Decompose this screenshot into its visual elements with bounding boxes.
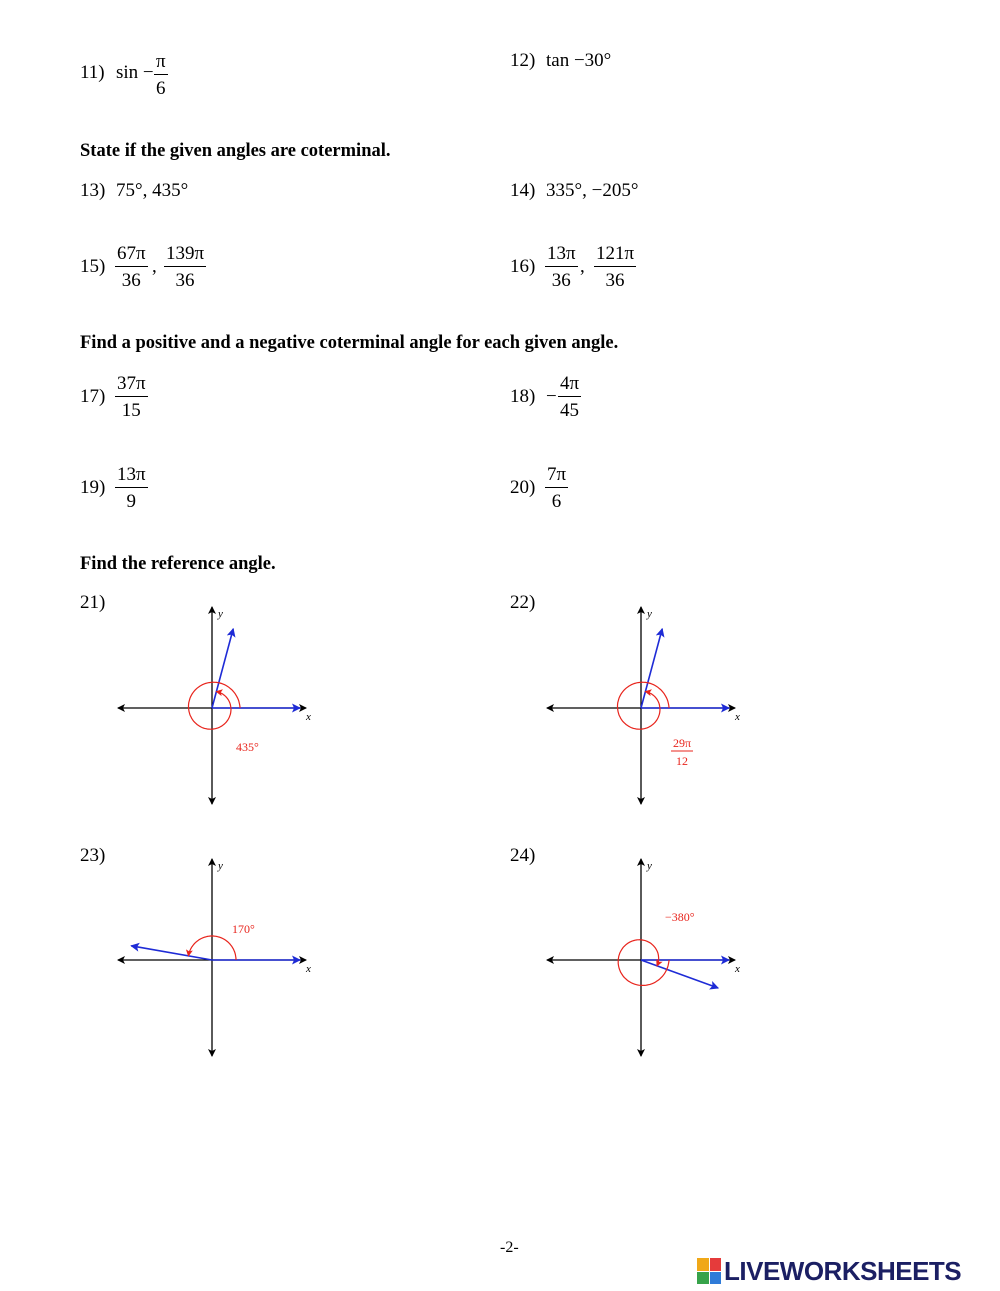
problem-17-label: 17) — [80, 386, 106, 407]
problem-15-b-denominator: 36 — [175, 270, 195, 291]
terminal-side-ray — [131, 946, 212, 960]
problem-16-b-denominator: 36 — [605, 270, 625, 291]
problem-20-denominator: 6 — [551, 491, 562, 512]
problem-18-prefix: − — [546, 386, 557, 407]
angle-label: −380° — [665, 910, 695, 924]
problem-24-graph — [539, 855, 749, 1065]
terminal-side-ray — [212, 629, 233, 708]
section-heading-reference-angle: Find the reference angle. — [80, 554, 276, 574]
problem-12-label: 12) — [510, 50, 536, 71]
logo-tile — [697, 1272, 709, 1285]
angle-label: 435° — [236, 740, 259, 754]
problem-15-fraction-b — [164, 244, 206, 290]
problem-11-label: 11) — [80, 62, 105, 83]
problem-12-text: tan −30° — [546, 50, 612, 71]
problem-15-a-denominator: 36 — [121, 270, 141, 291]
page-number: -2- — [500, 1239, 519, 1256]
problem-14-text: 335°, −205° — [546, 180, 639, 201]
problem-20-label: 20) — [510, 477, 536, 498]
problem-21-graph — [110, 603, 320, 813]
problem-15-b-numerator: 139π — [164, 244, 206, 267]
problem-15-a-numerator: 67π — [115, 244, 148, 267]
problem-15-label: 15) — [80, 256, 106, 277]
problem-21-label: 21) — [80, 592, 106, 613]
problem-22-label: 22) — [510, 592, 536, 613]
y-axis-label: y — [218, 860, 223, 872]
terminal-side-ray — [641, 629, 662, 708]
problem-16-a-denominator: 36 — [551, 270, 571, 291]
problem-11-prefix: sin − — [116, 62, 154, 83]
problem-15-fraction-a — [115, 244, 148, 290]
angle-label: 170° — [232, 922, 255, 936]
problem-16-fraction-b — [594, 244, 636, 290]
problem-19-fraction — [115, 465, 148, 511]
problem-11-denominator: 6 — [156, 78, 166, 99]
angle-arc — [618, 682, 670, 729]
problem-11-numerator: π — [154, 52, 168, 75]
angle-arc — [618, 940, 669, 986]
problem-20-fraction — [545, 465, 568, 511]
problem-19-numerator: 13π — [115, 465, 148, 488]
problem-19-denominator: 9 — [126, 491, 137, 512]
logo-tile — [697, 1258, 709, 1271]
problem-18-fraction — [558, 374, 581, 420]
problem-23-label: 23) — [80, 845, 106, 866]
problem-20-numerator: 7π — [545, 465, 568, 488]
problem-18-denominator: 45 — [560, 400, 580, 421]
problem-17-numerator: 37π — [115, 374, 148, 397]
section-heading-find-coterminal: Find a positive and a negative coterminal angle for each given angle. — [80, 333, 619, 353]
angle-label-numerator: 29π — [672, 736, 692, 750]
problem-17-fraction — [115, 374, 148, 420]
problem-19-label: 19) — [80, 477, 106, 498]
x-axis-label: x — [306, 963, 311, 975]
y-axis-label: y — [647, 608, 652, 620]
y-axis-label: y — [218, 608, 223, 620]
x-axis-label: x — [306, 711, 311, 723]
problem-18-numerator: 4π — [558, 374, 581, 397]
problem-15-separator: , — [152, 256, 157, 277]
x-axis-label: x — [735, 963, 740, 975]
logo-tile — [710, 1272, 722, 1285]
problem-16-b-numerator: 121π — [594, 244, 636, 267]
problem-17-denominator: 15 — [121, 400, 141, 421]
problem-18-label: 18) — [510, 386, 536, 407]
x-axis-label: x — [735, 711, 740, 723]
problem-22-graph — [539, 603, 749, 813]
problem-23-graph — [110, 855, 320, 1065]
problem-16-label: 16) — [510, 256, 536, 277]
problem-11-fraction — [154, 52, 168, 98]
logo-tile — [710, 1258, 722, 1271]
problem-24-label: 24) — [510, 845, 536, 866]
problem-16-fraction-a — [545, 244, 578, 290]
problem-13-label: 13) — [80, 180, 106, 201]
angle-label-denominator: 12 — [676, 754, 688, 768]
problem-16-separator: , — [580, 256, 585, 277]
problem-16-a-numerator: 13π — [545, 244, 578, 267]
liveworksheets-brand-text: LIVEWORKSHEETS — [724, 1255, 962, 1286]
liveworksheets-logo-icon — [697, 1258, 721, 1284]
problem-13-text: 75°, 435° — [116, 180, 189, 201]
angle-arc — [189, 682, 241, 729]
section-heading-coterminal-check: State if the given angles are coterminal. — [80, 141, 391, 161]
liveworksheets-logo[interactable] — [697, 1254, 997, 1288]
problem-14-label: 14) — [510, 180, 536, 201]
y-axis-label: y — [647, 860, 652, 872]
